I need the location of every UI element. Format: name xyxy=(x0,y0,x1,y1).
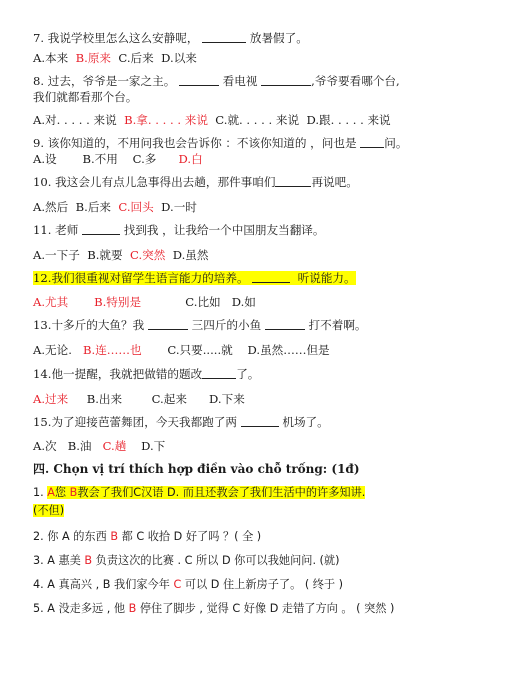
answer-blank xyxy=(265,318,305,330)
item-number: 2. xyxy=(33,530,44,543)
question-8-line-2 xyxy=(33,90,137,104)
question-text: 他一提醒，我就把做错的题改 xyxy=(51,367,203,381)
question-8 xyxy=(33,74,400,88)
question-13 xyxy=(33,318,367,332)
option: D.如 xyxy=(231,295,256,309)
question-number: 10. xyxy=(33,175,52,189)
question-12 xyxy=(33,271,356,285)
question-9 xyxy=(33,136,407,150)
position-marker: B xyxy=(102,578,111,591)
question-number: 9. xyxy=(33,136,45,150)
question-11 xyxy=(33,223,325,237)
answer-blank xyxy=(261,74,311,86)
section-4-item-4: 4. A 真高兴 , B 我们家今年 C 可以 D 住上新房子了。 ( 终于 ) xyxy=(33,578,344,591)
position-marker-correct: B xyxy=(84,554,93,567)
hint-word: (不但) xyxy=(33,504,65,517)
option: C.比如 xyxy=(185,295,221,309)
option: C.多 xyxy=(132,152,157,166)
option: A.本来 xyxy=(33,51,69,65)
option: B.出来 xyxy=(86,392,123,406)
section-4-item-1: 1. A您 B教会了我们C汉语 D. 而且还教会了我们生活中的许多知讲. xyxy=(33,486,366,499)
question-text: 放暑假了。 xyxy=(249,31,308,45)
position-marker-correct: B xyxy=(110,530,119,543)
position-marker: C xyxy=(133,486,142,499)
position-marker: D xyxy=(221,554,231,567)
position-marker: A xyxy=(62,530,70,543)
question-number: 11. xyxy=(33,223,52,237)
option: D.一时 xyxy=(161,200,197,214)
option-correct: C.突然 xyxy=(130,248,166,262)
option: A.无论. xyxy=(33,343,72,357)
section-4-item-2: 2. 你 A 的东西 B 都 C 收拾 D 好了吗 ？( 全 ) xyxy=(33,530,262,543)
question-text: 该你知道的，不用问我也会告诉你 ：不该你知道的 ，问也是 xyxy=(47,136,357,150)
option: A.设 xyxy=(33,152,57,166)
options-10 xyxy=(33,200,197,214)
item-number: 5. xyxy=(33,602,44,615)
options-11 xyxy=(33,248,208,262)
options-13 xyxy=(33,343,330,357)
option: C.起来 xyxy=(151,392,187,406)
option-correct: B.连……也 xyxy=(83,343,142,357)
question-text: 老师 xyxy=(55,223,79,237)
option: B.不用 xyxy=(82,152,118,166)
answer-blank xyxy=(179,74,219,86)
position-marker: C xyxy=(184,554,193,567)
position-marker: D. xyxy=(167,486,180,499)
options-12 xyxy=(33,295,256,309)
question-text: 为了迎接芭蕾舞团，今天我都跑了两 xyxy=(51,415,237,429)
options-9 xyxy=(33,152,203,166)
option: A.对. . . . . 来说 xyxy=(33,113,117,127)
option-correct: B.原来 xyxy=(75,51,112,65)
position-marker: D xyxy=(210,578,220,591)
question-number: 7. xyxy=(33,31,45,45)
option: D.跟. . . . . 来说 xyxy=(306,113,391,127)
option-correct: C.回头 xyxy=(118,200,154,214)
question-text: 找到我 ，让我给一个中国朋友当翻译。 xyxy=(123,223,325,237)
question-text: 看电视 xyxy=(222,74,258,88)
question-text: 机场了。 xyxy=(282,415,329,429)
options-7 xyxy=(33,51,197,65)
position-marker: A xyxy=(47,554,55,567)
answer-blank xyxy=(82,223,120,235)
position-marker-correct: B xyxy=(128,602,137,615)
section-4-item-5: 5. A 没走多远 , 他 B 停住了脚步 , 觉得 C 好像 D 走错了方向 。 ( 突然 ) xyxy=(33,602,395,615)
option: D.虽然 xyxy=(172,248,209,262)
question-text: 了。 xyxy=(236,367,260,381)
answer-blank xyxy=(202,367,236,379)
option: A.次 xyxy=(33,439,57,453)
question-text: 我说学校里怎么这么安静呢， xyxy=(47,31,199,45)
position-marker: D xyxy=(173,530,183,543)
position-marker: A xyxy=(47,578,55,591)
position-marker: D xyxy=(269,602,279,615)
option: C.就. . . . . 来说 xyxy=(215,113,300,127)
option-correct: A.尤其 xyxy=(33,295,69,309)
item-number: 3. xyxy=(33,554,44,567)
item-number: 4. xyxy=(33,578,44,591)
position-marker-correct: A xyxy=(47,486,55,499)
question-number: 12. xyxy=(33,271,52,285)
option: D.下 xyxy=(141,439,166,453)
option-correct: D.白 xyxy=(178,152,203,166)
question-14 xyxy=(33,367,259,381)
item-number: 1. xyxy=(33,486,44,499)
option-correct: B.特别是 xyxy=(94,295,142,309)
option-correct: C.趟 xyxy=(102,439,127,453)
question-text: 我们就都看那个台。 xyxy=(33,90,138,104)
question-text: 问。 xyxy=(384,136,408,150)
question-text: ,爷爷要看哪个台, xyxy=(311,74,400,88)
option: C.后来 xyxy=(118,51,154,65)
options-15 xyxy=(33,439,165,453)
answer-blank xyxy=(360,136,384,148)
question-number: 8. xyxy=(33,74,45,88)
answer-blank xyxy=(275,175,311,187)
question-7 xyxy=(33,31,308,45)
options-14 xyxy=(33,392,245,406)
question-text: 我这会儿有点儿急事得出去趟，那件事咱们 xyxy=(55,175,276,189)
option: A.然后 xyxy=(33,200,69,214)
question-text: 十多斤的大鱼？我 xyxy=(51,318,145,332)
question-text: 再说吧。 xyxy=(311,175,358,189)
question-text: 三四斤的小鱼 xyxy=(191,318,262,332)
option: B.就要 xyxy=(87,248,123,262)
option: D.下来 xyxy=(209,392,245,406)
option-correct: A.过来 xyxy=(33,392,69,406)
position-marker: C xyxy=(232,602,241,615)
question-number: 15. xyxy=(33,415,52,429)
position-marker-correct: B xyxy=(69,486,78,499)
option: B.油 xyxy=(67,439,92,453)
section-4-item-3: 3. A 惠美 B 负责这次的比赛 . C 所以 D 你可以我她问问. (就) xyxy=(33,554,340,567)
question-number: 13. xyxy=(33,318,52,332)
question-15 xyxy=(33,415,329,429)
section-4-heading: 四. Chọn vị trí thích hợp điền vào chỗ trống: (1đ) xyxy=(33,462,360,476)
question-text: 过去，爷爷是一家之主。 xyxy=(47,74,176,88)
answer-blank xyxy=(241,415,279,427)
question-text: 我们很重视对留学生语言能力的培养。 xyxy=(51,271,249,285)
option: D.以来 xyxy=(161,51,197,65)
options-8 xyxy=(33,113,391,127)
option: D.虽然……但是 xyxy=(247,343,330,357)
question-number: 14. xyxy=(33,367,52,381)
answer-blank xyxy=(252,271,290,283)
answer-blank xyxy=(202,31,246,43)
question-text: 打不着啊。 xyxy=(308,318,367,332)
position-marker: C xyxy=(136,530,145,543)
answer-blank xyxy=(148,318,188,330)
section-4-item-1-line-2 xyxy=(33,504,64,518)
position-marker-correct: C xyxy=(173,578,182,591)
option: C.只要.....就 xyxy=(167,343,233,357)
position-marker: A xyxy=(47,602,55,615)
option: A.一下子 xyxy=(33,248,80,262)
question-10 xyxy=(33,175,358,189)
option: B.后来 xyxy=(75,200,112,214)
question-text: 听说能力。 xyxy=(297,271,356,285)
option-correct: B.拿. . . . . 来说 xyxy=(124,113,208,127)
